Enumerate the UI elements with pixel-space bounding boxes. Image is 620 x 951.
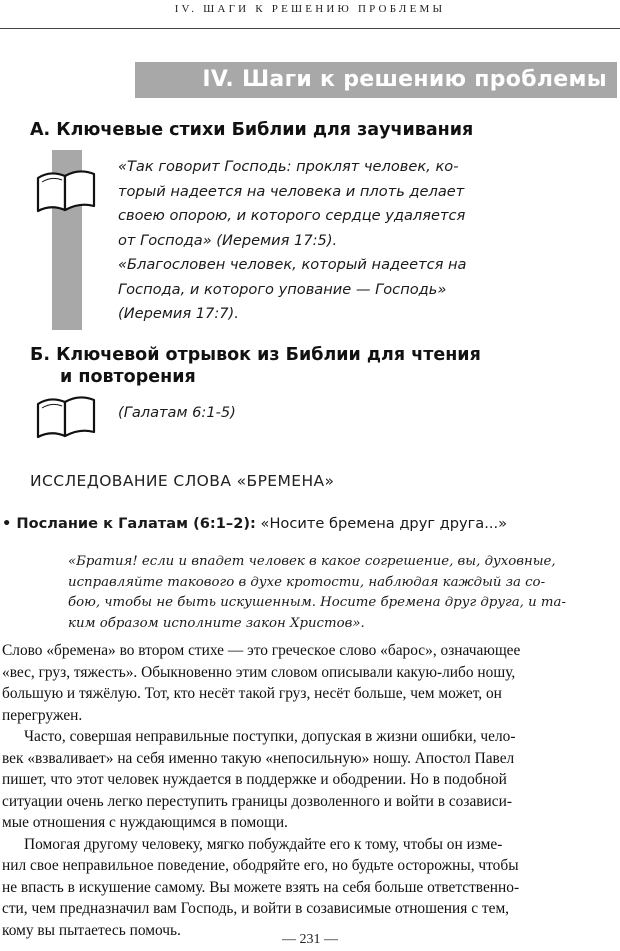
word-study-title: ИССЛЕДОВАНИЕ СЛОВА «БРЕМЕНА» bbox=[30, 472, 335, 490]
verse-line: «Благословен человек, который надеется на bbox=[118, 256, 467, 273]
body-line: Помогая другому человеку, мягко побуждайте его к тому, чтобы он изме- bbox=[24, 835, 503, 853]
section-a-heading: А. Ключевые стихи Библии для заучивания bbox=[30, 120, 474, 140]
body-line: Слово «бремена» во втором стихе — это греческое слово «барос», означающее bbox=[2, 642, 521, 659]
body-line: сти, чем предназначил вам Господь, и войти в созависимые отношения с тем, bbox=[2, 900, 510, 917]
section-b-heading: Б. Ключевой отрывок из Библии для чтения bbox=[30, 345, 481, 365]
verse-line: торый надеется на человека и плоть делает bbox=[118, 182, 465, 200]
quote-line: «Братия! если и впадет человек в какое согрешение, вы, духовные, bbox=[68, 554, 556, 569]
body-line: мые отношения с нуждающимся в помощи. bbox=[2, 814, 288, 831]
verse-line: Господа, и которого упование — Господь» bbox=[118, 280, 447, 298]
bullet-galatians bbox=[2, 515, 507, 532]
verse-line: (Иеремия 17:7). bbox=[118, 305, 239, 322]
body-line: не впасть в искушение самому. Вы можете взять на себя больше ответственно- bbox=[2, 878, 520, 896]
body-line: Часто, совершая неправильные поступки, допуская в жизни ошибки, чело- bbox=[24, 728, 516, 745]
verse-line: своею опорою, и которого сердце удаляется bbox=[118, 207, 466, 224]
body-line: ситуации очень легко переступить границы дозволенного и войти в созависи- bbox=[2, 792, 512, 810]
quote-line: ким образом исполните закон Христов». bbox=[68, 615, 365, 631]
running-head: IV. ШАГИ К РЕШЕНИЮ ПРОБЛЕМЫ bbox=[174, 3, 446, 15]
body-line: перегружен. bbox=[2, 706, 83, 724]
section-b-heading-cont: и повторения bbox=[60, 367, 196, 387]
passage-reference: (Галатам 6:1-5) bbox=[118, 404, 236, 421]
body-line: пишет, что этот человек нуждается в поддержке и ободрении. Но в подобной bbox=[2, 771, 507, 788]
chapter-title: IV. Шаги к решению проблемы bbox=[135, 62, 617, 98]
open-book-icon bbox=[34, 392, 98, 440]
header-rule bbox=[0, 28, 620, 29]
quote-line: бою, чтобы не быть искушенным. Носите бремена друг друга, и та- bbox=[68, 595, 566, 610]
verse-line: от Господа» (Иеремия 17:5). bbox=[118, 231, 338, 249]
body-line: нил свое неправильное поведение, ободряйте его, но будьте осторожны, чтобы bbox=[2, 857, 519, 874]
verse-line: «Так говорит Господь: проклят человек, ко- bbox=[118, 158, 459, 175]
body-line: большую и тяжёлую. Тот, кто несёт такой груз, несёт больше, чем может, он bbox=[2, 685, 502, 702]
bullet-quote: «Носите бремена друг друга...» bbox=[255, 515, 508, 532]
body-line: «вес, груз, тяжесть». Обыкновенно этим словом описывали какую-либо ношу, bbox=[2, 663, 516, 681]
bullet-label: • Послание к Галатам (6:1–2): bbox=[2, 515, 256, 532]
quote-line: исправляйте такового в духе кротости, наблюдая каждый за со- bbox=[68, 574, 546, 590]
open-book-icon bbox=[34, 166, 98, 214]
body-line: век «взваливает» на себя именно такую «непосильную» ношу. Апостол Павел bbox=[2, 749, 515, 767]
body-line: кому вы пытаетесь помочь. bbox=[2, 921, 181, 939]
page-number: — 231 — bbox=[282, 932, 338, 947]
